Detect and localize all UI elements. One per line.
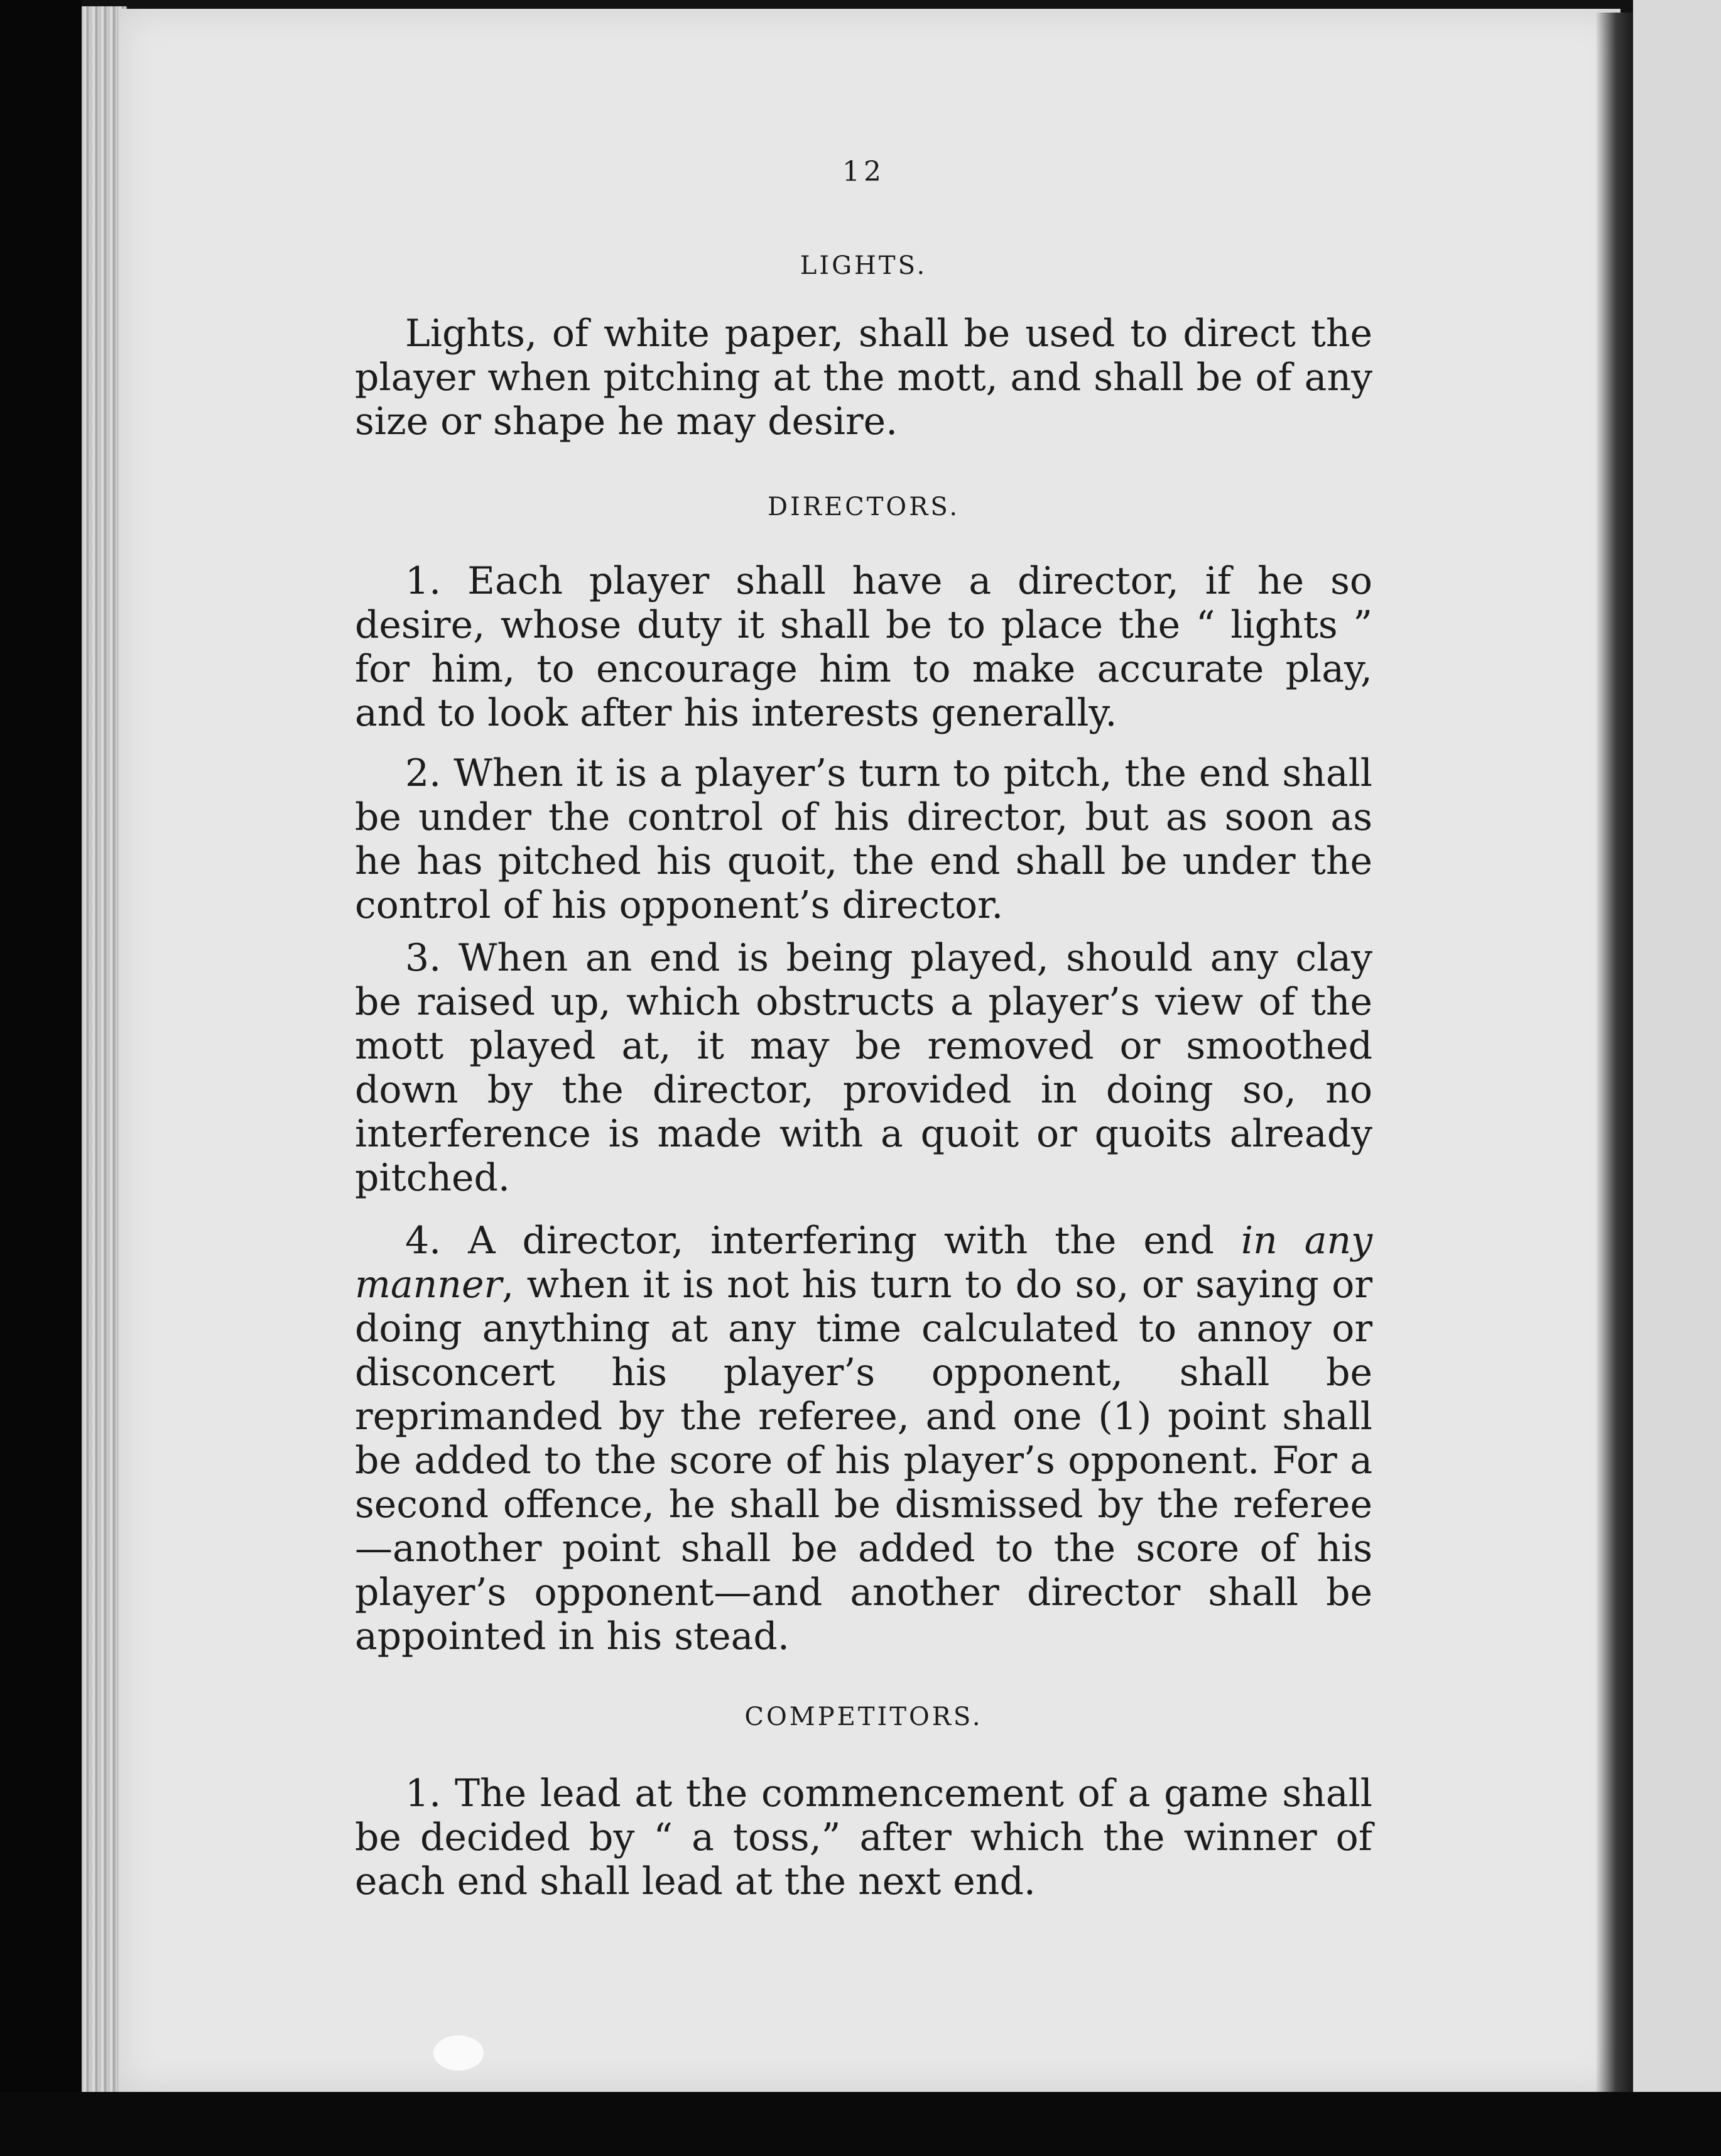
directors-rule-1: 1. Each player shall have a director, if he so desire, whose duty it shall be to place the “ lights ” for him, to encourage him to make accurate play, and to look after his interests generally. [355, 559, 1372, 735]
rule-4-emphasis: in any manner [355, 1219, 1372, 1307]
section-heading-lights: LIGHTS. [800, 251, 928, 280]
competitors-rule-1: 1. The lead at the commencement of a game shall be decided by “ a toss,” after which the winner of each end shall lead at the next end. [355, 1772, 1372, 1903]
directors-rule-2: 2. When it is a player’s turn to pitch, the end shall be under the control of his director, but as soon as he has pitched his quoit, the end shall be under the control of his opponent’s director. [355, 751, 1372, 927]
rule-4-text-end: , when it is not his turn to do so, or saying or doing anything at any time calculated to annoy or disconcert his player’s opponent, shall be reprimanded by the referee, and one (1) point shall be added to the score of his player’s opponent. For a second offence, he shall be dismissed by the referee—another point shall be added to the score of his player’s opponent—and another director shall be appointed in his stead. [355, 1263, 1372, 1658]
directors-rule-3: 3. When an end is being played, should any clay be raised up, which obstructs a player’s view of the mott played at, it may be removed or smoothed down by the director, provided in doing so, no interference is made with a quoit or quoits already pitched. [355, 936, 1372, 1200]
scan-left-border [0, 0, 82, 2156]
directors-rule-4 [355, 1219, 1372, 1658]
scan-bottom-border [0, 2092, 1721, 2156]
rule-4-text-start: 4. A director, interfering with the end [405, 1219, 1241, 1263]
facing-page-edge [1633, 0, 1721, 2098]
gutter-shadow [1595, 13, 1633, 2092]
paper-speck [433, 2035, 484, 2071]
section-heading-competitors: COMPETITORS. [744, 1702, 983, 1731]
lights-paragraph: Lights, of white paper, shall be used to direct the player when pitching at the mott, and shall be of any size or shape he may desire. [355, 312, 1372, 444]
section-heading-directors: DIRECTORS. [767, 493, 960, 521]
page-number: 12 [842, 156, 885, 188]
